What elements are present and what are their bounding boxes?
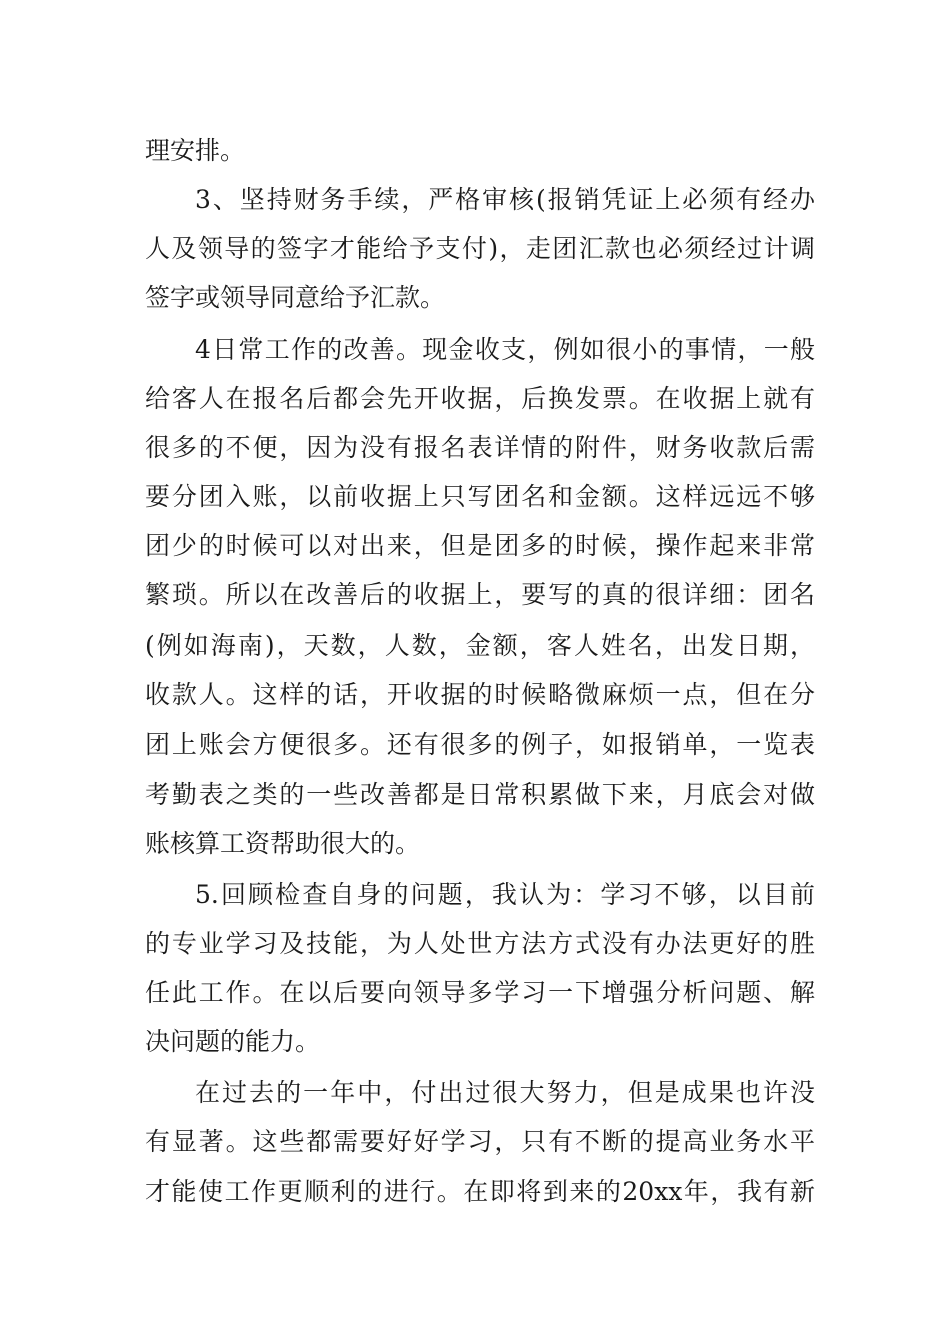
text-line: 3、坚持财务手续，严格审核(报销凭证上必须有经办 (195, 185, 815, 214)
text-line: 收款人。这样的话，开收据的时候略微麻烦一点，但在分 (145, 680, 815, 709)
text-line: 人及领导的签字才能给予支付)，走团汇款也必须经过计调 (145, 234, 815, 263)
text-line: 给客人在报名后都会先开收据，后换发票。在收据上就有 (145, 384, 815, 413)
text-line: 账核算工资帮助很大的。 (145, 829, 421, 858)
text-line: 理安排。 (145, 136, 246, 165)
text-line: (例如海南)，天数，人数，金额，客人姓名，出发日期， (145, 631, 815, 660)
text-line: 很多的不便，因为没有报名表详情的附件，财务收款后需 (145, 433, 815, 462)
text-line: 有显著。这些都需要好好学习，只有不断的提高业务水平 (145, 1127, 815, 1156)
text-line: 决问题的能力。 (145, 1027, 321, 1056)
text-line: 繁琐。所以在改善后的收据上，要写的真的很详细：团名 (145, 580, 815, 609)
text-line: 在过去的一年中，付出过很大努力，但是成果也许没 (195, 1078, 815, 1107)
text-line: 签字或领导同意给予汇款。 (145, 283, 446, 312)
text-line: 考勤表之类的一些改善都是日常积累做下来，月底会对做 (145, 780, 815, 809)
text-line: 5.回顾检查自身的问题，我认为：学习不够，以目前 (195, 880, 815, 909)
text-line: 的专业学习及技能，为人处世方法方式没有办法更好的胜 (145, 929, 815, 958)
text-line: 任此工作。在以后要向领导多学习一下增强分析问题、解 (145, 978, 815, 1007)
text-line: 团上账会方便很多。还有很多的例子，如报销单，一览表 (145, 730, 815, 759)
text-line: 团少的时候可以对出来，但是团多的时候，操作起来非常 (145, 531, 815, 560)
text-line: 4日常工作的改善。现金收支，例如很小的事情，一般 (195, 335, 815, 364)
text-line: 才能使工作更顺利的进行。在即将到来的20xx年，我有新 (145, 1177, 815, 1206)
text-line: 要分团入账，以前收据上只写团名和金额。这样远远不够 (145, 482, 815, 511)
